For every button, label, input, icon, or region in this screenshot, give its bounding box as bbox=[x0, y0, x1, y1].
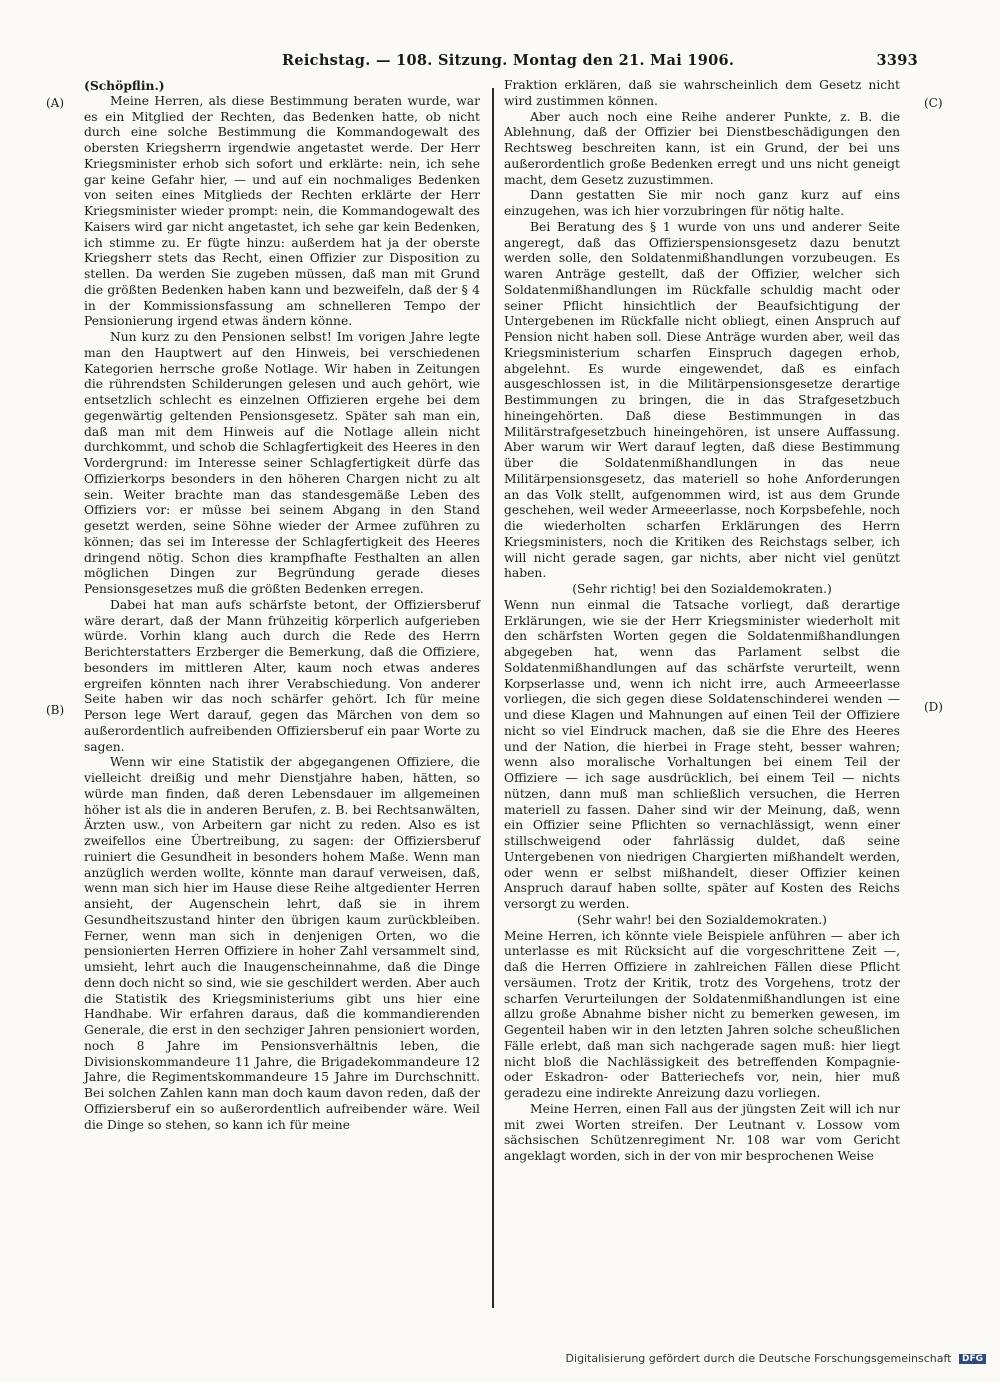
right-column bbox=[504, 78, 900, 1165]
paragraph: Fraktion erklären, daß sie wahrscheinlich dem Gesetz nicht wird zustimmen können. bbox=[504, 78, 900, 108]
margin-mark-d: (D) bbox=[924, 700, 943, 714]
dfg-logo: DFG bbox=[959, 1354, 986, 1364]
paragraph: Bei Beratung des § 1 wurde von uns und anderer Seite angeregt, daß das Offizierspensionsgesetz dazu benutzt werden solle, den Soldatenmißhandlungen vorzubeugen. Es waren Anträge gestellt, daß der Offizier, welcher sich Soldatenmißhandlungen im Rückfalle schuldig macht oder seiner Pflicht hinsichtlich der Beaufsichtigung der Untergebenen im Rückfalle nicht obliegt, einen Anspruch auf Pension nicht haben soll. Diese Anträge wurden aber, weil das Kriegsministerium scharfen Einspruch dagegen erhob, abgelehnt. Es wurde eingewendet, daß es einfach ausgeschlossen ist, in die Militärpensionsgesetze derartige Bestimmungen zu bringen, die in das Strafgesetzbuch hineingehörten. Daß diese Bestimmungen in das Militärstrafgesetzbuch hineingehören, ist unsere Auffassung. Aber warum wir Wert darauf legten, daß diese Bestimmung über die Soldatenmißhandlungen in das neue Militärpensionsgesetz, das materiell so hohe Anforderungen an das Volk stellt, aufgenommen wird, ist aus dem Grunde geschehen, weil weder Armeeerlasse, noch Korpsbefehle, noch die wiederholten scharfen Erklärungen des Herrn Kriegsministers, noch die Kritiken des Reichstags selber, ich will nicht gerade sagen, gar nichts, aber nicht viel genützt haben. bbox=[504, 219, 900, 581]
left-column bbox=[84, 78, 480, 1133]
paragraph: Meine Herren, einen Fall aus der jüngsten Zeit will ich nur mit zwei Worten streifen. Der Leutnant v. Lossow vom sächsischen Schützenregiment Nr. 108 war vom Gericht angeklagt worden, sich in der von mir besprochenen Weise bbox=[504, 1101, 900, 1163]
paragraph: Wenn nun einmal die Tatsache vorliegt, daß derartige Erklärungen, wie sie der Herr Kriegsminister wiederholt mit den schärfsten Worten gegen die Soldatenmißhandlungen abgegeben hat, wenn das Parlament selbst die Soldatenmißhandlungen auf das schärfste verurteilt, wenn Korpserlasse und, wenn ich nicht irre, auch Armeeerlasse vorliegen, die sich gegen diese Soldatenschinderei wenden — und diese Klagen und Mahnungen auf einen Teil der Offiziere nicht so viel Eindruck machen, daß sie die Ehre des Heeres und der Nation, die hierbei in Frage steht, besser wahren; wenn also moralische Vorhaltungen bei einem Teil der Offiziere — ich sage ausdrücklich, bei einem Teil — nichts nützen, dann muß man schließlich versuchen, die Herren materiell zu fassen. Daher sind wir der Meinung, daß, wenn ein Offizier seine Pflichten so vernachlässigt, wenn einer stillschweigend oder fahrlässig duldet, daß seine Untergebenen von niedrigen Chargierten mißhandelt werden, oder wenn er selbst mißhandelt, dieser Offizier keinen Anspruch darauf haben sollte, später auf Kosten des Reichs versorgt zu werden. bbox=[504, 597, 900, 911]
paragraph: Meine Herren, ich könnte viele Beispiele anführen — aber ich unterlasse es mit Rücksicht auf die vorgeschrittene Zeit —, daß die Herren Offiziere in zahlreichen Fällen diese Pflicht versäumen. Trotz der Kritik, trotz des Vorgehens, trotz der scharfen Verurteilungen der Soldatenmißhandlungen ist eine allzu große Abnahme bisher nicht zu bemerken gewesen, im Gegenteil haben wir in den letzten Jahren solche scheußlichen Fälle erlebt, daß man sich nachgerade sagen muß: hier liegt nicht bloß die Nachlässigkeit des betreffenden Kompagnie- oder Eskadron- oder Batteriechefs vor, nein, hier muß geradezu eine indirekte Anreizung dazu vorliegen. bbox=[504, 928, 900, 1100]
header-title: Reichstag. — 108. Sitzung. Montag den 21. Mai 1906. bbox=[282, 52, 735, 69]
paragraph: Dabei hat man aufs schärfste betont, der Offiziersberuf wäre derart, daß der Mann frühzeitig körperlich aufgerieben würde. Vorhin klang auch durch die Rede des Herrn Berichterstatters Erzberger die Bemerkung, daß die Offiziere, besonders im mittleren Alter, kaum noch etwas anderes ergreifen könnten nach ihrer Verabschiedung. Von anderer Seite haben wir das noch schärfer gehört. Ich für meine Person lege Wert darauf, gegen das Märchen von dem so außerordentlich aufreibenden Offiziersberuf ein paar Worte zu sagen. bbox=[84, 597, 480, 754]
footer-text: Digitalisierung gefördert durch die Deutsche Forschungsgemeinschaft bbox=[565, 1352, 952, 1365]
interjection: (Sehr richtig! bei den Sozialdemokraten.) bbox=[572, 582, 832, 596]
interjection: (Sehr wahr! bei den Sozialdemokraten.) bbox=[577, 912, 827, 927]
paragraph: Dann gestatten Sie mir noch ganz kurz auf eins einzugehen, was ich hier vorzubringen für nötig halte. bbox=[504, 188, 900, 218]
column-divider bbox=[492, 88, 494, 1308]
paragraph: Nun kurz zu den Pensionen selbst! Im vorigen Jahre legte man den Hauptwert auf den Hinweis, bei verschiedenen Kategorien herrsche große Notlage. Wir haben in Zeitungen die rührendsten Schilderungen gelesen und auch gehört, wie entsetzlich schlecht es einzelnen Offizieren ergehe bei dem gegenwärtig geltenden Pensionsgesetz. Später sah man ein, daß man mit dem Hinweis auf die Notlage allein nicht durchkommt, und schob die Schlagfertigkeit des Heeres in den Vordergrund: im Interesse seiner Schlagfertigkeit dürfe das Offizierkorps besonders in den höheren Chargen nicht zu alt sein. Weiter brachte man das standesgemäße Leben des Offiziers vor: er müsse bei seinem Abgang in den Stand gesetzt werden, seine Söhne wieder der Armee zuführen zu können; das sei im Interesse der Schlagfertigkeit des Heeres dringend nötig. Schon dies krampfhafte Festhalten an allen möglichen Dingen zur Begründung gerade dieses Pensionsgesetzes muß die größten Bedenken erregen. bbox=[84, 330, 480, 596]
margin-mark-a: (A) bbox=[46, 96, 65, 110]
paragraph: Wenn wir eine Statistik der abgegangenen Offiziere, die vielleicht dreißig und mehr Dienstjahre haben, hätten, so würde man finden, daß deren Lebensdauer im allgemeinen höher ist als die in anderen Berufen, z. B. bei Rechtsanwälten, Ärzten usw., von Arbeitern gar nicht zu reden. Also es ist zweifellos eine Übertreibung, zu sagen: der Offiziersberuf ruiniert die Gesundheit in besonders hohem Maße. Wenn man anzüglich werden wollte, könnte man darauf verweisen, daß, wenn man sich hier im Hause diese Reihe altgedienter Herren ansieht, der Augenschein lehrt, daß sie in ihrem Gesundheitszustand hinter den übrigen kaum zurückbleiben. Ferner, wenn man sich in denjenigen Orten, wo die pensionierten Herren Offiziere in hoher Zahl versammelt sind, umsieht, lehrt auch die Inaugenscheinnahme, daß die Dinge denn doch nicht so sind, wie sie geschildert werden. Aber auch die Statistik des Kriegsministeriums gibt uns hier eine Handhabe. Wir erfahren daraus, daß die kommandierenden Generale, die erst in den sechziger Jahren pensioniert worden, noch 8 Jahre im Pensionsverhältnis leben, die Divisionskommandeure 11 Jahre, die Brigadekommandeure 12 Jahre, die Regimentskommandeure 15 Jahre im Durchschnitt. Bei solchen Zahlen kann man doch kaum davon reden, daß der Offiziersberuf ein so außerordentlich aufreibender wäre. Weil die Dinge so stehen, so kann ich für meine bbox=[84, 755, 480, 1132]
footer-credit bbox=[566, 1352, 986, 1365]
paragraph: Aber auch noch eine Reihe anderer Punkte, z. B. die Ablehnung, daß der Offizier bei Dienstbeschädigungen den Rechtsweg beschreiten kann, ist ein Grund, der bei uns außerordentlich große Bedenken erregt und uns nicht geneigt macht, dem Gesetz zuzustimmen. bbox=[504, 109, 900, 187]
margin-mark-c: (C) bbox=[924, 96, 943, 110]
speaker-name: (Schöpflin.) bbox=[84, 78, 165, 93]
paragraph: Meine Herren, als diese Bestimmung beraten wurde, war es ein Mitglied der Rechten, das Bedenken hatte, ob nicht durch eine solche Bestimmung die Kommandogewalt des obersten Kriegsherrn irgendwie angetastet werde. Der Herr Kriegsminister erhob sich sofort und erklärte: nein, ich sehe gar keine Gefahr hier, — und auf ein nochmaliges Bedenken von seiten eines Mitglieds der Rechten erklärte der Herr Kriegsminister wieder prompt: nein, die Kommandogewalt des Kaisers wird gar nicht angetastet, ich sehe gar kein Bedenken, ich stimme zu. Er fügte hinzu: außerdem hat ja der oberste Kriegsherr stets das Recht, einen Offizier zur Disposition zu stellen. Da werden Sie zugeben müssen, daß man mit Grund die größten Bedenken haben kann und bezweifeln, daß der § 4 in der Kommissionsfassung am schnelleren Tempo der Pensionierung irgend etwas ändern könne. bbox=[84, 93, 480, 329]
page-number: 3393 bbox=[876, 52, 918, 69]
page-header bbox=[82, 52, 918, 74]
margin-mark-b: (B) bbox=[46, 703, 65, 717]
